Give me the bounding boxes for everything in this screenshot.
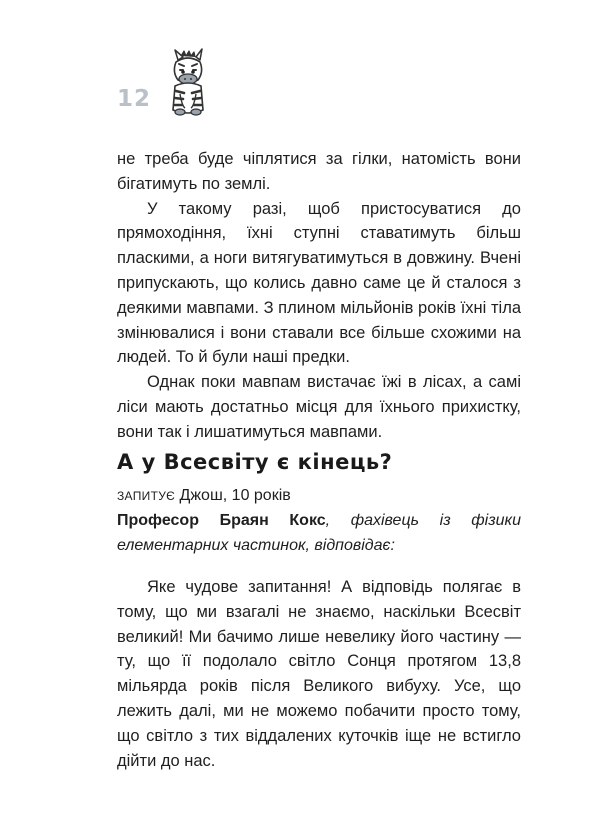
asker-line <box>117 484 521 509</box>
zebra-icon <box>162 48 214 118</box>
paragraph: Яке чудове запитання! А відповідь полягає в тому, що ми взагалі не знаємо, наскільки Всесвіт великий! Ми бачимо лише невелику його частину — ту, що її подолало світло Сонця протягом 13,8 мільярда років після Великого вибуху. Усе, що лежить далі, ми не можемо побачити просто тому, що світло з тих віддалених куточків іще не встигло дійти до нас. <box>117 578 521 770</box>
section-title: А у Всесвіту є кінець? <box>117 450 393 474</box>
question-meta <box>117 484 521 558</box>
paragraph: У такому разі, щоб пристосуватися до прямоходіння, їхні ступні ставатимуть більш пласкими, а ноги витягуватимуться в довжину. Вчені припускають, що колись давно саме це й сталося з деякими мавпами. З плином мільйонів років їхні тіла змінювалися і вони ставали все більше схожими на людей. То й були наші предки. <box>117 199 521 367</box>
page-number: 12 <box>117 86 152 112</box>
continuation-text <box>117 147 521 445</box>
asks-label: ЗАПИТУЄ <box>117 489 176 503</box>
expert-line <box>117 509 521 559</box>
paragraph: Однак поки мавпам вистачає їжі в лісах, а самі ліси мають достатньо місця для їхнього прихистку, вони так і лишатимуться мавпами. <box>117 373 521 441</box>
expert-description: , фахівець із фізики елементарних частинок, відповідає: <box>117 511 522 554</box>
asker-name: Джош, 10 років <box>179 487 291 504</box>
answer-text <box>117 575 521 773</box>
paragraph: не треба буде чіплятися за гілки, натомість вони бігатимуть по землі. <box>117 150 521 193</box>
expert-name: Професор Браян Кокс <box>117 511 326 529</box>
